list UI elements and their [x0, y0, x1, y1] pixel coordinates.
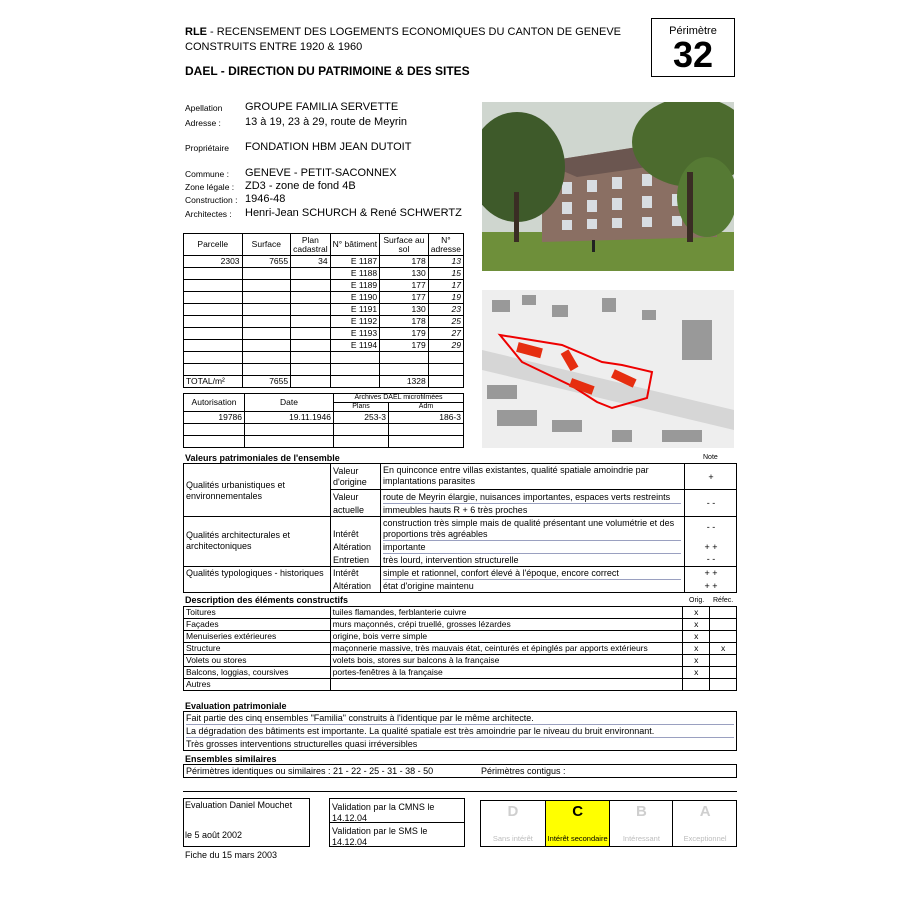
description-title: Description des éléments constructifs [185, 595, 349, 605]
grade-letter: C [572, 803, 584, 820]
grade-label: Intéressant [622, 834, 660, 843]
similaires-box [183, 764, 737, 778]
table-row [184, 292, 464, 304]
description-text: volets bois, stores sur balcons à la française [330, 655, 683, 667]
table-cell [291, 316, 331, 328]
table-row [184, 280, 464, 292]
evaluation-line-3: Très grosses interventions structurelles quasi irréversibles [186, 739, 418, 749]
table-cell: 130 [380, 304, 429, 316]
sub-actuelle: actuelle [333, 505, 365, 515]
description-table [183, 606, 737, 691]
table-cell: 130 [380, 268, 429, 280]
table-cell: 178 [380, 316, 429, 328]
sub-interet-3: Intérêt [333, 568, 359, 578]
table-cell [291, 268, 331, 280]
col-header: Plan cadastral [291, 234, 331, 256]
table-cell: 15 [428, 268, 463, 280]
table-cell: E 1191 [330, 304, 380, 316]
group-urbanistiques: Qualités urbanistiques et environnementales [186, 480, 286, 501]
evaluator-name: Evaluation Daniel Mouchet [185, 800, 293, 810]
table-cell: E 1193 [330, 328, 380, 340]
note-3: - - [706, 522, 716, 532]
text-entretien: très lourd, intervention structurelle [383, 555, 519, 565]
grade-a [672, 801, 737, 846]
description-row [184, 679, 737, 691]
grade-letter: B [635, 803, 647, 820]
table-cell: 17 [428, 280, 463, 292]
col-header: N° bâtiment [330, 234, 380, 256]
description-refec [710, 679, 737, 691]
table-cell [242, 292, 291, 304]
table-cell [184, 304, 243, 316]
header-title: DAEL - DIRECTION DU PATRIMOINE & DES SITES [185, 64, 470, 78]
table-cell: 34 [291, 256, 331, 268]
description-refec [710, 619, 737, 631]
table-cell [291, 304, 331, 316]
evaluation-line-2: La dégradation des bâtiments est importante. La qualité spatiale est très amoindrie par le niveau du bruit environnant. [186, 726, 734, 738]
adresse-label: Adresse : [185, 118, 221, 128]
cadastral-map [482, 290, 734, 448]
perimetres-identiques: Périmètres identiques ou similaires : 21 - 22 - 25 - 31 - 38 - 50 [186, 766, 434, 776]
archives-header: Archives DAEL microfilmées [334, 394, 464, 403]
evaluation-line-1: Fait partie des cinq ensembles "Familia" construits à l'identique par le même architecte. [186, 713, 734, 725]
table-cell: E 1190 [330, 292, 380, 304]
description-orig: x [683, 643, 710, 655]
plans-value: 253-3 [334, 412, 389, 424]
table-cell [291, 328, 331, 340]
total-label: TOTAL/m² [184, 376, 243, 388]
description-row [184, 643, 737, 655]
note-2: - - [706, 498, 716, 508]
description-label: Façades [184, 619, 331, 631]
refec-label: Réfec. [713, 597, 734, 604]
validation-cmns: Validation par la CMNS le 14.12.04 [332, 802, 435, 823]
description-orig [683, 679, 710, 691]
description-orig: x [683, 655, 710, 667]
grade-letter: D [507, 803, 519, 820]
text-valeur-actuelle-1: route de Meyrin élargie, nuisances importantes, espaces verts restreints [383, 492, 681, 504]
autorisation-value: 19786 [184, 412, 245, 424]
date-value: 19.11.1946 [245, 412, 334, 424]
table-cell [242, 340, 291, 352]
description-text: origine, bois verre simple [330, 631, 683, 643]
table-cell: 25 [428, 316, 463, 328]
note-5: - - [706, 554, 716, 564]
table-cell [184, 316, 243, 328]
perimetre-box [651, 18, 735, 77]
valeurs-title: Valeurs patrimoniales de l'ensemble [185, 453, 340, 463]
description-refec [710, 607, 737, 619]
table-cell [242, 304, 291, 316]
commune-label: Commune : [185, 169, 229, 179]
adresse-value: 13 à 19, 23 à 29, route de Meyrin [245, 116, 408, 128]
description-orig: x [683, 607, 710, 619]
grade-d [481, 801, 545, 846]
table-row [184, 328, 464, 340]
text-alteration-3: état d'origine maintenu [383, 581, 474, 591]
col-header: Surface [242, 234, 291, 256]
col-header: Surface au sol [380, 234, 429, 256]
description-row [184, 655, 737, 667]
zone-label: Zone légale : [185, 182, 235, 192]
validation-sms: Validation par le SMS le 14.12.04 [332, 826, 428, 847]
similaires-title: Ensembles similaires [185, 754, 277, 764]
evaluation-box [183, 711, 737, 751]
col-header: N° adresse [428, 234, 463, 256]
grade-c [545, 801, 610, 846]
table-row [184, 268, 464, 280]
zone-value: ZD3 - zone de fond 4B [245, 180, 356, 192]
table-cell: 19 [428, 292, 463, 304]
description-text [330, 679, 683, 691]
table-cell: 178 [380, 256, 429, 268]
plans-header: Plans [334, 403, 389, 412]
sub-entretien: Entretien [333, 555, 370, 565]
description-refec [710, 667, 737, 679]
note-1: + [708, 472, 714, 482]
architectes-label: Architectes : [185, 209, 232, 219]
architectes-value: Henri-Jean SCHURCH & René SCHWERTZ [245, 207, 462, 219]
grade-label: Sans intérêt [492, 834, 533, 843]
building-photo [482, 102, 734, 271]
table-cell: 179 [380, 328, 429, 340]
description-label: Balcons, loggias, coursives [184, 667, 331, 679]
table-cell: 7655 [242, 256, 291, 268]
table-cell [184, 340, 243, 352]
grade-b [609, 801, 674, 846]
grade-label: Exceptionnel [683, 834, 727, 843]
header-line2: CONSTRUITS ENTRE 1920 & 1960 [185, 41, 363, 53]
description-row [184, 619, 737, 631]
evaluator-box [183, 798, 310, 847]
table-cell: E 1194 [330, 340, 380, 352]
table-cell [242, 268, 291, 280]
description-refec [710, 655, 737, 667]
table-row [184, 304, 464, 316]
table-cell [184, 292, 243, 304]
table-cell: E 1187 [330, 256, 380, 268]
text-interet-2: construction très simple mais de qualité présentant une volumétrie et des proportions très agréables [383, 518, 681, 541]
text-valeur-origine: En quinconce entre villas existantes, qualité spatiale amoindrie par implantations parasites [383, 465, 649, 486]
table-row [184, 256, 464, 268]
description-orig: x [683, 631, 710, 643]
description-orig: x [683, 667, 710, 679]
total-sol: 1328 [380, 376, 429, 388]
sub-alteration-3: Altération [333, 581, 372, 591]
evaluation-title: Evaluation patrimoniale [185, 701, 287, 711]
perimetre-number: 32 [672, 34, 714, 75]
table-cell: 177 [380, 280, 429, 292]
parcel-table [183, 233, 464, 388]
description-refec: x [710, 643, 737, 655]
description-text: tuiles flamandes, ferblanterie cuivre [330, 607, 683, 619]
table-cell: E 1188 [330, 268, 380, 280]
description-text: portes-fenêtres à la française [330, 667, 683, 679]
description-label: Volets ou stores [184, 655, 331, 667]
text-alteration-2: importante [383, 542, 681, 554]
group-architecturales: Qualités architecturales et architectoniques [186, 530, 291, 551]
note-label: Note [703, 454, 718, 461]
note-7: + + [704, 581, 718, 591]
total-surface: 7655 [242, 376, 291, 388]
table-cell [242, 280, 291, 292]
table-cell [184, 268, 243, 280]
validation-box [329, 798, 465, 847]
date-header: Date [245, 394, 334, 412]
sub-alteration-2: Altération [333, 542, 372, 552]
description-label: Toitures [184, 607, 331, 619]
appellation-value: GROUPE FAMILIA SERVETTE [245, 101, 399, 113]
orig-label: Orig. [689, 597, 705, 604]
description-label: Structure [184, 643, 331, 655]
description-text: murs maçonnés, crépi truellé, grosses lézardes [330, 619, 683, 631]
table-cell: 13 [428, 256, 463, 268]
valeurs-box [183, 463, 737, 593]
table-cell [184, 280, 243, 292]
table-cell [184, 328, 243, 340]
table-row [184, 316, 464, 328]
grade-letter: A [699, 803, 711, 820]
perimetre-label: Périmètre [669, 25, 717, 37]
table-row-empty [184, 364, 464, 376]
table-cell: 179 [380, 340, 429, 352]
sub-interet-2: Intérêt [333, 529, 359, 539]
autorisation-header: Autorisation [184, 394, 245, 412]
table-row-empty [184, 352, 464, 364]
table-cell [291, 340, 331, 352]
sub-valeur: Valeur [333, 492, 359, 502]
proprietaire-label: Propriétaire [185, 143, 229, 153]
proprietaire-value: FONDATION HBM JEAN DUTOIT [245, 141, 412, 153]
grade-label: Intérêt secondaire [547, 834, 608, 843]
table-cell: E 1192 [330, 316, 380, 328]
commune-value: GENEVE - PETIT-SACONNEX [245, 167, 397, 179]
description-label: Autres [184, 679, 331, 691]
text-valeur-actuelle-2: immeubles hauts R + 6 très proches [383, 505, 528, 515]
table-cell [242, 328, 291, 340]
header-line1: RLE - RECENSEMENT DES LOGEMENTS ECONOMIQUES DU CANTON DE GENEVE [185, 26, 621, 38]
grade-box [480, 800, 737, 847]
description-row [184, 607, 737, 619]
table-cell: 177 [380, 292, 429, 304]
description-row [184, 631, 737, 643]
table-cell: 29 [428, 340, 463, 352]
perimetres-contigus: Périmètres contigus : [481, 766, 566, 776]
table-cell [291, 292, 331, 304]
adm-header: Adm [389, 403, 464, 412]
description-orig: x [683, 619, 710, 631]
table-row [184, 340, 464, 352]
table-cell [291, 280, 331, 292]
table-cell: 23 [428, 304, 463, 316]
text-interet-3: simple et rationnel, confort élevé à l'époque, encore correct [383, 568, 681, 580]
description-row [184, 667, 737, 679]
table-cell: 2303 [184, 256, 243, 268]
group-typologiques: Qualités typologiques - historiques [186, 568, 324, 578]
table-cell [242, 316, 291, 328]
fiche-date: Fiche du 15 mars 2003 [185, 850, 278, 860]
description-refec [710, 631, 737, 643]
construction-value: 1946-48 [245, 193, 286, 205]
adm-value: 186-3 [389, 412, 464, 424]
evaluation-date: le 5 août 2002 [185, 830, 243, 840]
col-header: Parcelle [184, 234, 243, 256]
construction-label: Construction : [185, 195, 238, 205]
note-6: + + [704, 568, 718, 578]
description-label: Menuiseries extérieures [184, 631, 331, 643]
note-4: + + [704, 542, 718, 552]
table-cell: 27 [428, 328, 463, 340]
description-text: maçonnerie massive, très mauvais état, ceinturés et épinglés par apports extérieurs [330, 643, 683, 655]
authorisation-table [183, 393, 464, 448]
table-cell: E 1189 [330, 280, 380, 292]
appellation-label: Apellation [185, 103, 223, 113]
sub-valeur-origine: Valeur d'origine [333, 466, 367, 487]
